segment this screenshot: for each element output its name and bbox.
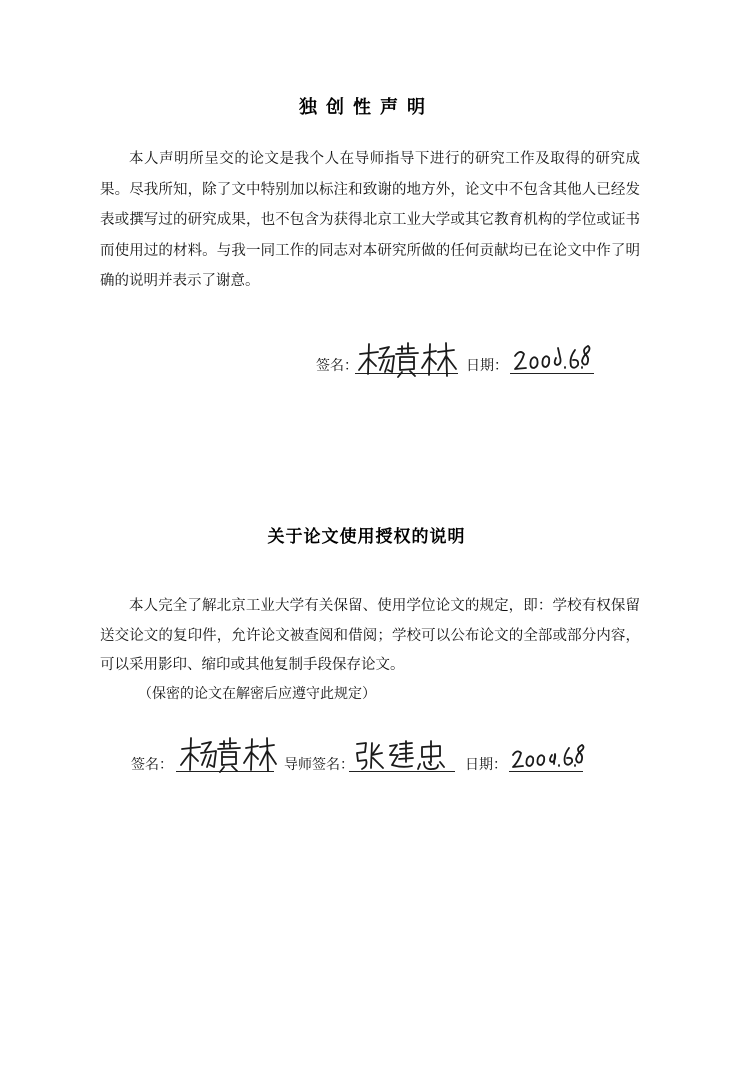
authorization-title: 关于论文使用授权的说明 (267, 527, 466, 547)
declaration-handwritten-date (512, 340, 592, 374)
advisor-handwritten-signature (352, 738, 456, 774)
declaration-title: 独创性声明 (299, 97, 434, 118)
declaration-date-label: 日期： (466, 358, 508, 374)
declaration-signature-label: 签名： (316, 358, 358, 374)
authorization-handwritten-signature (178, 734, 278, 776)
declaration-body: 本人声明所呈交的论文是我个人在导师指导下进行的研究工作及取得的研究成果。尽我所知，除了文中特别加以标注和致谢的地方外，论文中不包含其他人已经发表或撰写过的研究成果，也不包含为获得北京工业大学或其它教育机构的学位或证书而使用过的材料。与我一同工作的同志对本研究所做的任何贡献均已在论文中作了明确的说明并表示了谢意。 (100, 151, 640, 290)
authorization-date-label: 日期： (465, 757, 507, 773)
confidential-note: （保密的论文在解密后应遵守此规定） (138, 686, 376, 702)
authorization-signature-label: 签名： (131, 757, 173, 773)
authorization-body: 本人完全了解北京工业大学有关保留、使用学位论文的规定，即：学校有权保留送交论文的复印件，允许论文被查阅和借阅；学校可以公布论文的全部或部分内容，可以采用影印、缩印或其他复制手段保存论文。 (100, 598, 640, 674)
declaration-handwritten-signature (356, 340, 460, 380)
advisor-signature-label: 导师签名： (284, 757, 354, 773)
authorization-handwritten-date (510, 740, 586, 772)
